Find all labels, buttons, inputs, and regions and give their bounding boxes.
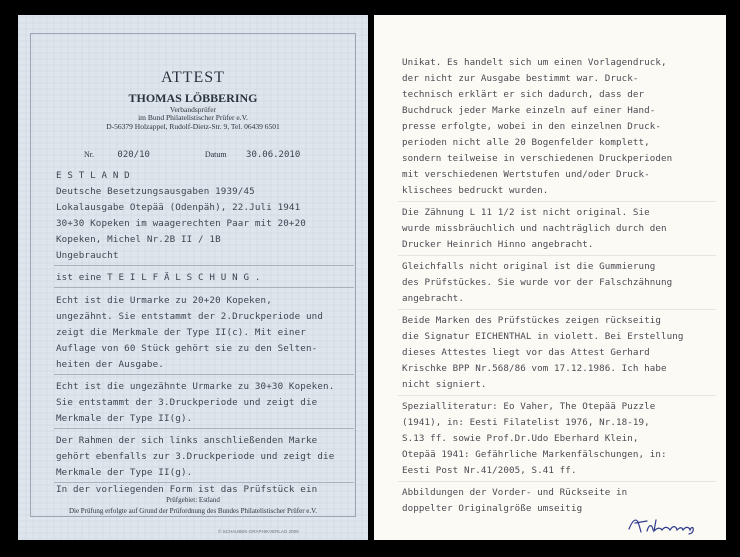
- divider: [398, 201, 716, 202]
- divider: [54, 374, 354, 375]
- certificate-line: In der vorliegenden Form ist das Prüfstück ein: [56, 484, 318, 495]
- divider: [54, 287, 354, 288]
- divider: [54, 428, 354, 429]
- examiner-name: THOMAS LÖBBERING: [128, 91, 258, 105]
- certificate-footer: Die Prüfung erfolgte auf Grund der Prüfordnung des Bundes Philatelistischer Prüfer e.V.: [68, 507, 318, 515]
- divider: [398, 309, 716, 310]
- continuation-page: [374, 15, 726, 540]
- continuation-line: mit verschiedenen Wertstufen und/oder Druck-: [402, 169, 650, 180]
- certificate-line: heiten der Ausgabe.: [56, 359, 164, 370]
- divider: [54, 482, 354, 483]
- continuation-line: Eesti Post Nr.41/2005, S.41 ff.: [402, 465, 577, 476]
- certificate-line: E S T L A N D: [56, 170, 130, 181]
- divider: [398, 255, 716, 256]
- continuation-line: nicht signiert.: [402, 379, 487, 390]
- continuation-line: doppelter Originalgröße umseitig: [402, 503, 583, 514]
- certificate-line: Merkmale der Type II(g).: [56, 467, 193, 478]
- examiner-association: im Bund Philatelistischer Prüfer e.V.: [138, 113, 248, 122]
- continuation-line: der nicht zur Ausgabe bestimmt war. Druck-: [402, 73, 639, 84]
- continuation-line: angebracht.: [402, 293, 464, 304]
- certificate-line: Der Rahmen der sich links anschließenden Marke: [56, 435, 318, 446]
- divider: [398, 395, 716, 396]
- certificate-line: ungezähnt. Sie entstammt der 2.Druckperiode und: [56, 311, 324, 322]
- printer-mark: © SCHAUBEK-GRAPHIKVERLAG 2009: [218, 529, 299, 534]
- certificate-line: Merkmale der Type II(g).: [56, 413, 193, 424]
- certificate-line: 30+30 Kopeken im waagerechten Paar mit 20+20: [56, 218, 306, 229]
- continuation-line: Drucker Heinrich Hinno angebracht.: [402, 239, 594, 250]
- certificate-line: Echt ist die Urmarke zu 20+20 Kopeken,: [56, 295, 272, 306]
- certificate-title: ATTEST: [161, 69, 225, 86]
- examination-area: Prüfgebiet: Estland: [166, 496, 220, 504]
- certificate-number-row: [84, 150, 300, 160]
- certificate-line: gehört ebenfalls zur 3.Druckperiode und zeigt die: [56, 451, 335, 462]
- date-label: Datum: [204, 150, 227, 159]
- continuation-line: presse erfolgte, wobei in den einzelnen Druck-: [402, 121, 662, 132]
- continuation-line: Gleichfalls nicht original ist die Gummierung: [402, 261, 656, 272]
- certificate-line: Lokalausgabe Otepää (Odenpäh), 22.Juli 1941: [56, 202, 301, 213]
- continuation-line: perioden nicht alle 20 Bogenfelder komplett,: [402, 137, 650, 148]
- continuation-line: Buchdruck jeder Marke einzeln auf einer Hand-: [402, 105, 656, 116]
- examiner-role: Verbandsprüfer: [169, 105, 217, 114]
- certificate-verdict: ist eine T E I L F Ä L S C H U N G .: [56, 272, 261, 283]
- certificate-line: Ungebraucht: [56, 250, 119, 261]
- continuation-line: Krischke BPP Nr.568/86 vom 17.12.1986. Ich habe: [402, 363, 667, 374]
- continuation-line: S.13 ff. sowie Prof.Dr.Udo Eberhard Klein,: [402, 433, 639, 444]
- continuation-line: technisch erklärt er sich dadurch, dass der: [402, 89, 645, 100]
- certificate-line: zeigt die Merkmale der Type II(c). Mit einer: [56, 327, 306, 338]
- handwritten-signature: [627, 515, 699, 535]
- continuation-line: Beide Marken des Prüfstückes zeigen rückseitig: [402, 315, 662, 326]
- continuation-line: die Signatur EICHENTHAL in violett. Bei Erstellung: [402, 331, 684, 342]
- examiner-address: D-56379 Holzappel, Rudolf-Dietz-Str. 9, Tel. 06439 6501: [106, 122, 280, 131]
- certificate-date: 30.06.2010: [246, 150, 301, 160]
- continuation-line: sondern teilweise in verschiedenen Druckperioden: [402, 153, 673, 164]
- continuation-line: dieses Attestes liegt vor das Attest Gerhard: [402, 347, 650, 358]
- continuation-line: Otepää 1941: Gefährliche Markenfälschungen, in:: [402, 449, 667, 460]
- continuation-line: Spezialliteratur: Eo Vaher, The Otepää Puzzle: [402, 401, 656, 412]
- continuation-line: wurde missbräuchlich und nachträglich durch den: [402, 223, 667, 234]
- certificate-line: Kopeken, Michel Nr.2B II / 1B: [56, 234, 221, 245]
- continuation-line: Unikat. Es handelt sich um einen Vorlagendruck,: [402, 57, 667, 68]
- divider: [54, 265, 354, 266]
- continuation-line: des Prüfstückes. Sie wurde vor der Falschzähnung: [402, 277, 673, 288]
- divider: [398, 481, 716, 482]
- continuation-line: Die Zähnung L 11 1/2 ist nicht original. Sie: [402, 207, 650, 218]
- certificate-line: Echt ist die ungezähnte Urmarke zu 30+30 Kopeken.: [56, 381, 335, 392]
- certificate-line: Auflage von 60 Stück gehört sie zu den Selten-: [56, 343, 318, 354]
- number-label: Nr.: [84, 150, 94, 159]
- continuation-line: Abbildungen der Vorder- und Rückseite in: [402, 487, 628, 498]
- certificate-page: [18, 15, 368, 540]
- continuation-line: (1941), in: Eesti Filatelist 1976, Nr.18-19,: [402, 417, 650, 428]
- certificate-line: Sie entstammt der 3.Druckperiode und zeigt die: [56, 397, 318, 408]
- continuation-line: klischees bedruckt wurden.: [402, 185, 549, 196]
- certificate-number: 020/10: [117, 150, 150, 160]
- certificate-line: Deutsche Besetzungsausgaben 1939/45: [56, 186, 255, 197]
